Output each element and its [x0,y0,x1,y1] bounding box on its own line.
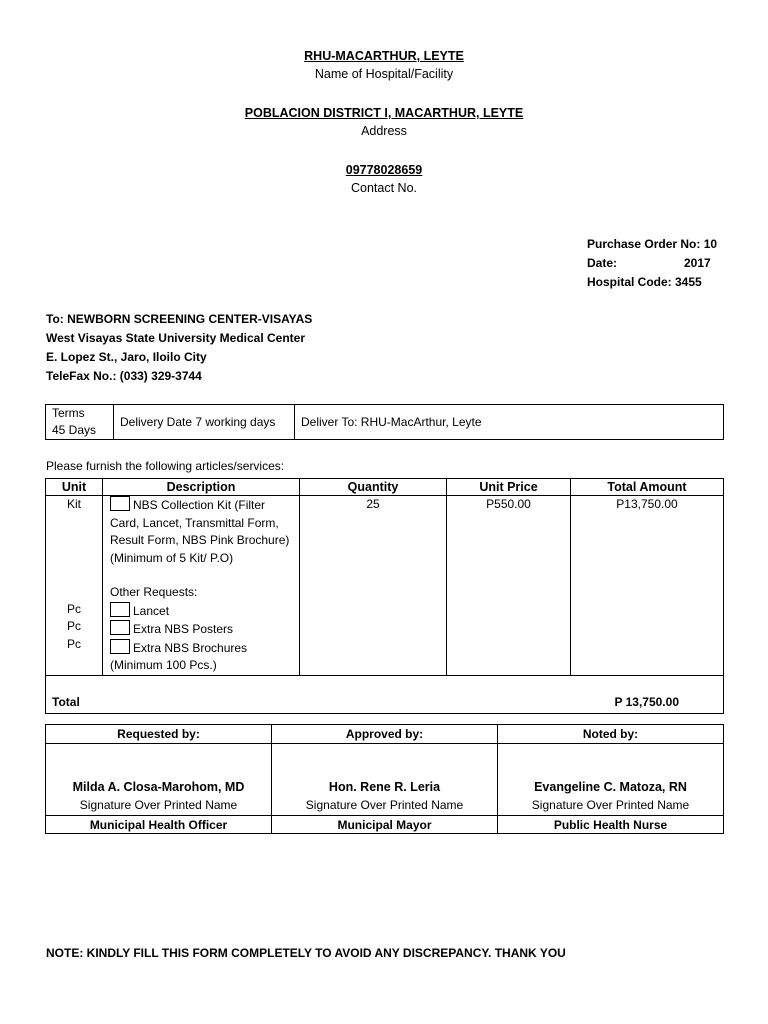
po-date-value: 2017 [684,256,711,270]
main-item-desc: Card, Lancet, Transmittal Form, [110,515,279,530]
col-unit-price-header: Unit Price [447,479,571,496]
col-unit-header: Unit [46,479,103,496]
po-date-label: Date: [587,256,618,270]
contact-header [0,161,768,197]
other-item-unit: Pc [66,601,81,616]
items-table [45,478,724,714]
hospital-code: Hospital Code: 3455 [587,275,702,289]
recipient-block [46,310,312,386]
main-item-desc: NBS Collection Kit (Filter [133,498,266,512]
main-item-desc: (Minimum of 5 Kit/ P.O) [110,550,234,565]
signature-caption: Signature Over Printed Name [79,798,238,812]
total-row [46,675,724,713]
approved-by-label: Approved by: [272,725,498,744]
contact-caption: Contact No. [350,181,417,195]
total-amount-cell: P13,750.00 [571,496,724,676]
description-cell [103,496,300,676]
other-requests-label: Other Requests: [110,585,198,599]
checkbox[interactable] [110,639,130,654]
other-item-desc: Extra NBS Posters [133,622,234,636]
quantity-cell: 25 [300,496,447,676]
col-quantity-header: Quantity [300,479,447,496]
requested-name: Milda A. Closa-Marohom, MD [72,780,245,794]
po-info [587,235,717,292]
recipient-line-1: To: NEWBORN SCREENING CENTER-VISAYAS [46,312,313,326]
col-total-amount-header: Total Amount [571,479,724,496]
po-number: Purchase Order No: 10 [587,237,718,251]
other-item-unit: Pc [66,636,81,651]
other-item-desc: Lancet [133,603,170,618]
deliver-to: Deliver To: RHU-MacArthur, Leyte [295,405,724,440]
requested-role: Municipal Health Officer [46,816,272,834]
unit-cell [46,496,103,676]
address-caption: Address [361,124,407,138]
total-label: Total [46,675,300,713]
other-item-desc: Extra NBS Brochures [133,640,248,655]
unit-price-cell: P550.00 [447,496,571,676]
noted-by-label: Noted by: [498,725,724,744]
signature-caption: Signature Over Printed Name [531,798,690,812]
terms-value: 45 Days [52,423,97,437]
facility-address: POBLACION DISTRICT I, MACARTHUR, LEYTE [244,106,524,120]
total-value: P 13,750.00 [571,675,724,713]
signature-caption: Signature Over Printed Name [305,798,464,812]
noted-signature[interactable] [498,744,724,816]
terms-label: Terms [52,406,85,420]
approved-role: Municipal Mayor [272,816,498,834]
signature-table [45,724,724,834]
other-item-unit: Pc [66,619,81,633]
recipient-line-3: E. Lopez St., Jaro, Iloilo City [46,350,207,364]
main-item-unit: Kit [66,497,81,511]
noted-role: Public Health Nurse [498,816,724,834]
main-item-desc: Result Form, NBS Pink Brochure) [110,533,290,547]
requested-by-label: Requested by: [46,725,272,744]
brochure-note: (Minimum 100 Pcs.) [110,658,217,672]
address-header [0,104,768,140]
requested-signature[interactable] [46,744,272,816]
facility-name: RHU-MACARTHUR, LEYTE [304,49,464,63]
recipient-line-2: West Visayas State University Medical Center [46,331,306,345]
terms-table [45,404,724,440]
col-description-header: Description [103,479,300,496]
terms-cell [46,405,114,440]
contact-number: 09778028659 [345,163,423,177]
facility-header [0,47,768,83]
approved-signature[interactable] [272,744,498,816]
checkbox[interactable] [110,602,130,617]
checkbox[interactable] [110,496,130,511]
po-date [587,254,717,273]
delivery-date: Delivery Date 7 working days [114,405,295,440]
footer-note: NOTE: KINDLY FILL THIS FORM COMPLETELY TO AVOID ANY DISCREPANCY. THANK YOU [46,946,566,960]
checkbox[interactable] [110,620,130,635]
facility-caption: Name of Hospital/Facility [314,67,454,81]
furnish-text: Please furnish the following articles/services: [46,459,285,473]
approved-name: Hon. Rene R. Leria [328,780,441,794]
recipient-line-4: TeleFax No.: (033) 329-3744 [46,369,202,383]
noted-name: Evangeline C. Matoza, RN [534,780,687,794]
